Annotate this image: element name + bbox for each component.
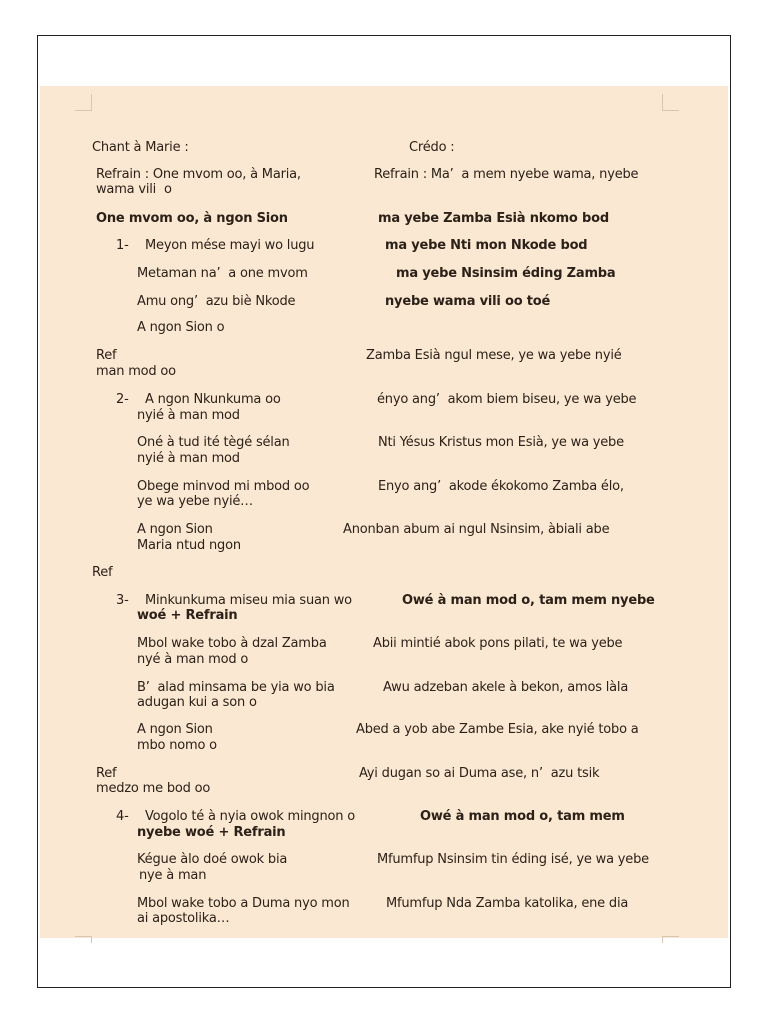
verse3-line4b: mbo nomo o [137, 738, 217, 753]
credo-line2: ma yebe Nti mon Nkode bod [385, 238, 588, 253]
credo-line16: Mfumfup Nsinsim tin éding isé, ye wa yebe [377, 852, 649, 867]
verse1-line2: Metaman na’ a one mvom [137, 266, 308, 281]
verse2-number: 2- [116, 392, 129, 407]
verse2-line1: A ngon Nkunkuma oo [145, 392, 281, 407]
crop-mark-top-right [662, 94, 679, 111]
verse4-line1: Vogolo té à nyia owok mingnon o [145, 809, 355, 824]
verse2-line1b: nyié à man mod [137, 408, 240, 423]
ref3: Ref [96, 766, 117, 781]
verse4-line1b: nyebe woé + Refrain [137, 825, 286, 840]
credo-line10: Owé à man mod o, tam mem nyebe [402, 593, 655, 608]
verse2-line3: Obege minvod mi mbod oo [137, 479, 310, 494]
verse1-line3: Amu ong’ azu biè Nkode [137, 294, 296, 309]
verse3-line2b: nyé à man mod o [137, 652, 249, 667]
credo-line8: Enyo ang’ akode ékokomo Zamba élo, [378, 479, 624, 494]
verse3-line4: A ngon Sion [137, 722, 213, 737]
verse2-line2b: nyié à man mod [137, 451, 240, 466]
verse2-line4b: Maria ntud ngon [137, 538, 241, 553]
credo-line9: Anonban abum ai ngul Nsinsim, àbiali abe [343, 522, 610, 537]
credo-refrain: Refrain : Ma’ a mem nyebe wama, nyebe [374, 167, 639, 182]
verse2-line4: A ngon Sion [137, 522, 213, 537]
credo-line13: Abed a yob abe Zambe Esia, ake nyié tobo a [356, 722, 639, 737]
credo-line3: ma yebe Nsinsim éding Zamba [396, 266, 616, 281]
credo-line15: Owé à man mod o, tam mem [420, 809, 625, 824]
verse3-line1: Minkunkuma miseu mia suan wo [145, 593, 352, 608]
left-refrain-line1: Refrain : One mvom oo, à Maria, [96, 167, 301, 182]
credo-line5: Zamba Esià ngul mese, ye wa yebe nyié [366, 348, 622, 363]
verse1-number: 1- [116, 238, 129, 253]
verse2-line3b: ye wa yebe nyié… [137, 494, 253, 509]
crop-mark-bottom-right [662, 936, 679, 943]
verse3-line1b: woé + Refrain [137, 608, 238, 623]
verse4-line2b: nye à man [139, 868, 207, 883]
verse1-line1: Meyon mése mayi wo lugu [145, 238, 315, 253]
credo-line17: Mfumfup Nda Zamba katolika, ene dia [386, 896, 629, 911]
ref1-cont: man mod oo [96, 364, 176, 379]
left-refrain-line2: wama vili o [96, 182, 172, 197]
verse3-line3b: adugan kui a son o [137, 695, 257, 710]
credo-line7: Nti Yésus Kristus mon Esià, ye wa yebe [378, 435, 624, 450]
left-title: Chant à Marie : [92, 140, 189, 155]
verse4-line3b: ai apostolika… [137, 911, 230, 926]
credo-line4: nyebe wama vili oo toé [385, 294, 551, 309]
verse1-line4: A ngon Sion o [137, 320, 225, 335]
ref3-cont: medzo me bod oo [96, 781, 211, 796]
verse2-line2: Oné à tud ité tègé sélan [137, 435, 290, 450]
credo-line6: ényo ang’ akom biem biseu, ye wa yebe [377, 392, 637, 407]
credo-line14: Ayi dugan so ai Duma ase, n’ azu tsik [359, 766, 600, 781]
credo-line1: ma yebe Zamba Esià nkomo bod [378, 211, 609, 226]
ref1: Ref [96, 348, 117, 363]
crop-mark-top-left [75, 94, 92, 111]
ref2: Ref [92, 565, 113, 580]
crop-mark-bottom-left [75, 936, 92, 943]
verse3-line3: B’ alad minsama be yia wo bia [137, 680, 335, 695]
left-one-mvom: One mvom oo, à ngon Sion [96, 211, 288, 226]
verse3-line2: Mbol wake tobo à dzal Zamba [137, 636, 327, 651]
credo-line11: Abii mintié abok pons pilati, te wa yebe [373, 636, 623, 651]
verse4-number: 4- [116, 809, 129, 824]
credo-line12: Awu adzeban akele à bekon, amos làla [383, 680, 629, 695]
verse4-line2: Kégue àlo doé owok bia [137, 852, 288, 867]
verse3-number: 3- [116, 593, 129, 608]
verse4-line3: Mbol wake tobo a Duma nyo mon [137, 896, 350, 911]
right-title: Crédo : [409, 140, 455, 155]
